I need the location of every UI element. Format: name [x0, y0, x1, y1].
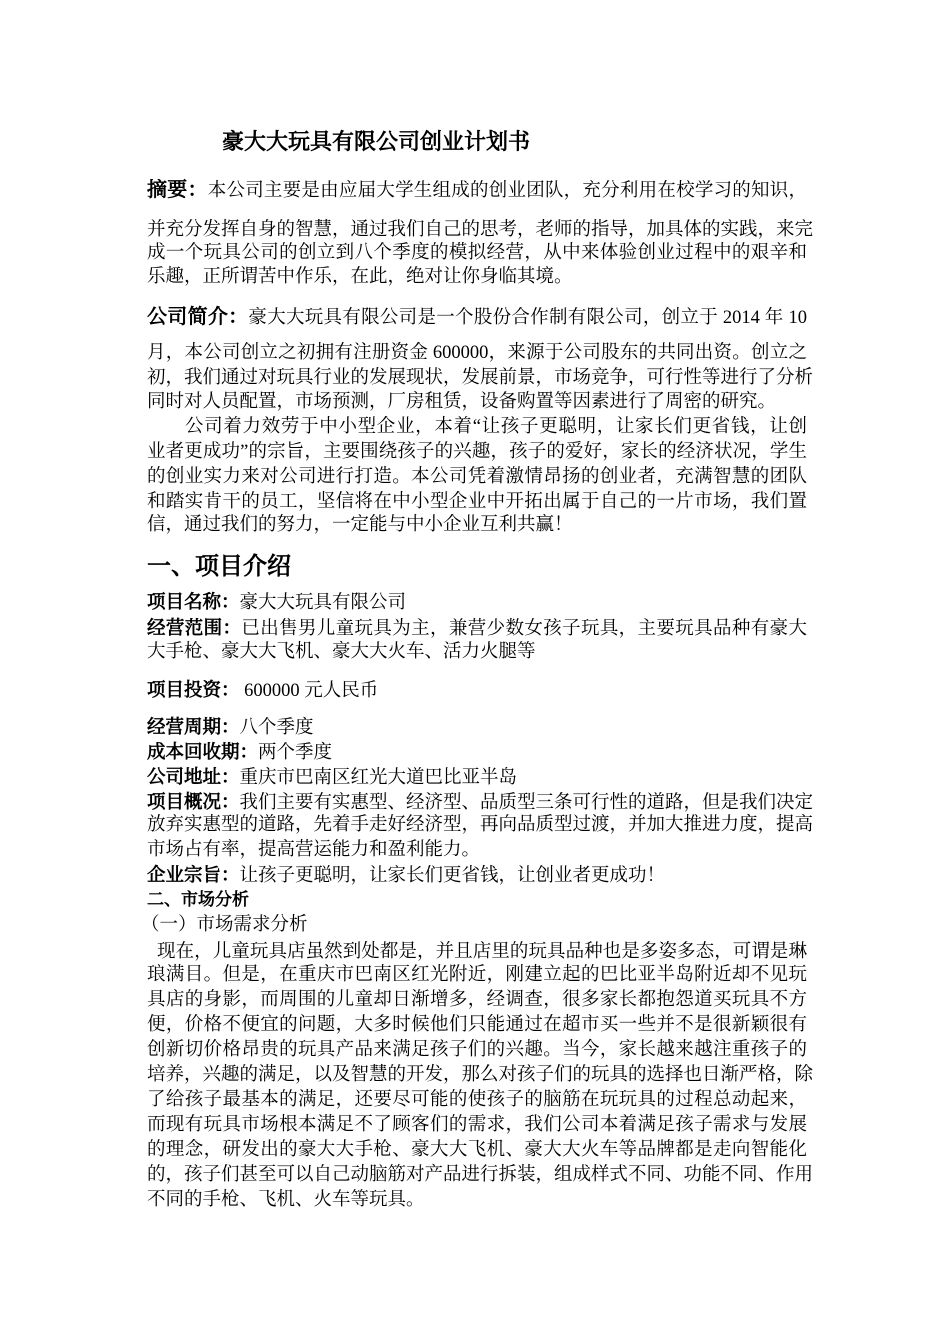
- market-line: [147, 1037, 807, 1063]
- field-address: [147, 764, 807, 790]
- line-text: 业者更成功”的宗旨，主要围绕孩子的兴趣，孩子的爱好，家长的经济状况，学生: [147, 442, 807, 462]
- field-label: 摘要：: [147, 179, 208, 201]
- market-line: [147, 1112, 807, 1138]
- line-text: 两个季度: [258, 743, 333, 763]
- line-text: 的创业实力来对公司进行打造。本公司凭着激情昂扬的创业者，充满智慧的团队: [147, 467, 807, 487]
- line-text: 而现有玩具市场根本满足不了顾客们的需求，我们公司本着满足孩子需求与发展: [147, 1115, 807, 1135]
- field-label: 成本回收期：: [147, 741, 259, 762]
- line-text: 本公司主要是由应届大学生组成的创业团队，充分利用在校学习的知识，: [207, 181, 808, 201]
- document-title: 豪大大玩具有限公司创业计划书: [222, 129, 531, 154]
- line-text: 豪大大玩具有限公司是一个股份合作制有限公司，创立于 2014 年 10: [248, 308, 807, 328]
- line-text: 月，本公司创立之初拥有注册资金 600000，来源于公司股东的共同出资。创立之: [147, 343, 807, 363]
- line-text: 重庆市巴南区红光大道巴比亚半岛: [239, 768, 518, 788]
- subsection-heading: [141, 912, 807, 938]
- intro-line: [185, 414, 807, 440]
- field-label: 经营周期：: [147, 716, 240, 737]
- line-text: 信，通过我们的努力，一定能与中小企业互利共赢！: [147, 515, 573, 535]
- field-project-name: [147, 589, 807, 615]
- line-text: 市场占有率，提高营运能力和盈利能力。: [147, 840, 481, 860]
- section-heading: [147, 887, 807, 913]
- intro-line: [147, 464, 807, 490]
- line-text: 一、项目介绍: [147, 553, 291, 580]
- line-text: 了给孩子最基本的满足，还要尽可能的使孩子的脑筋在玩玩具的过程总动起来，: [147, 1090, 807, 1110]
- field-investment: [147, 677, 807, 703]
- section-heading: [147, 550, 807, 584]
- field-label: 公司简介：: [147, 306, 249, 328]
- market-line: [147, 1162, 814, 1188]
- line-text: 公司着力效劳于中小型企业，本着“让孩子更聪明，让家长们更省钱，让创: [185, 417, 807, 437]
- field-period: [147, 714, 807, 740]
- market-line: [147, 987, 807, 1013]
- line-text: 琅满目。但是，在重庆市巴南区红光附近，刚建立起的巴比亚半岛附近却不见玩: [147, 965, 807, 985]
- field-business-scope: [147, 615, 807, 641]
- market-line: [147, 1187, 807, 1213]
- intro-line: [147, 365, 814, 391]
- line-text: 具店的身影，而周围的儿童却日渐增多，经调查，很多家长都抱怨道买玩具不方: [147, 990, 807, 1010]
- line-text: 的，孩子们甚至可以自己动脑筋对产品进行拆装，组成样式不同、功能不同、作用: [147, 1165, 814, 1185]
- field-label: 项目投资：: [147, 679, 240, 700]
- line-text: 现在，儿童玩具店虽然到处都是，并且店里的玩具品种也是多姿多态，可谓是琳: [157, 942, 807, 962]
- line-text: 成一个玩具公司的创立到八个季度的模拟经营，从中来体验创业过程中的艰辛和: [147, 243, 807, 263]
- line-text: 培养，兴趣的满足，以及智慧的开发，那么对孩子们的玩具的选择也日渐严格，除: [147, 1065, 814, 1085]
- market-line: [147, 1012, 807, 1038]
- market-line: [147, 1062, 814, 1088]
- line-text: 和踏实肯干的员工，坚信将在中小型企业中开拓出属于自己的一片市场，我们置: [147, 492, 807, 512]
- intro-line: [147, 340, 807, 366]
- field-mission: [147, 862, 807, 888]
- field-label: 项目名称：: [147, 591, 240, 612]
- line-text: 不同的手枪、飞机、火车等玩具。: [147, 1190, 425, 1210]
- line-text: （一）市场需求分析: [141, 915, 308, 935]
- line-text: 放弃实惠型的道路，先着手走好经济型，再向品质型过渡，并加大推进力度，提高: [147, 815, 814, 835]
- line-text: 让孩子更聪明，让家长们更省钱，让创业者更成功！: [239, 866, 666, 886]
- field-overview: [147, 837, 807, 863]
- abstract-line: [147, 177, 807, 203]
- line-text: 大手枪、豪大大飞机、豪大大火车、活力火腿等: [147, 642, 536, 662]
- abstract-line: [147, 264, 807, 290]
- line-text: 初，我们通过对玩具行业的发展现状，发展前景，市场竞争，可行性等进行了分析: [147, 368, 814, 388]
- intro-line: [147, 389, 807, 415]
- market-line: [147, 1137, 807, 1163]
- line-text: 同时对人员配置，市场预测，厂房租赁，设备购置等因素进行了周密的研究。: [147, 392, 777, 412]
- field-label: 项目概况：: [147, 791, 240, 812]
- line-text: 八个季度: [239, 718, 314, 738]
- intro-line: [147, 439, 807, 465]
- line-text: 乐趣，正所谓苦中作乐，在此，绝对让你身临其境。: [147, 267, 573, 287]
- line-text: 并充分发挥自身的智慧，通过我们自己的思考，老师的指导，加具体的实践，来完: [147, 220, 814, 240]
- line-text: 的理念，研发出的豪大大手枪、豪大大飞机、豪大大火车等品牌都是走向智能化: [147, 1140, 807, 1160]
- field-overview: [147, 812, 814, 838]
- line-text: 豪大大玩具有限公司: [239, 593, 407, 613]
- field-label: 经营范围：: [147, 617, 242, 638]
- line-text: 我们主要有实惠型、经济型、品质型三条可行性的道路，但是我们决定: [239, 793, 814, 813]
- line-text: 便，价格不便宜的问题，大多时候他们只能通过在超市买一些并不是很新颖很有: [147, 1015, 807, 1035]
- abstract-line: [147, 240, 807, 266]
- market-line: [147, 1087, 807, 1113]
- field-label: 公司地址：: [147, 766, 240, 787]
- field-label: 企业宗旨：: [147, 864, 240, 885]
- field-payback: [147, 739, 807, 765]
- market-line: [147, 962, 807, 988]
- line-text: 二、市场分析: [147, 890, 249, 909]
- line-text: 创新切价格昂贵的玩具产品来满足孩子们的兴趣。当今，家长越来越注重孩子的: [147, 1040, 807, 1060]
- intro-line: [147, 512, 807, 538]
- field-business-scope: [147, 639, 807, 665]
- line-text: 已出售男儿童玩具为主，兼营少数女孩子玩具，主要玩具品种有豪大: [241, 619, 807, 639]
- intro-line: [147, 304, 807, 330]
- line-text: 600000 元人民币: [239, 681, 379, 701]
